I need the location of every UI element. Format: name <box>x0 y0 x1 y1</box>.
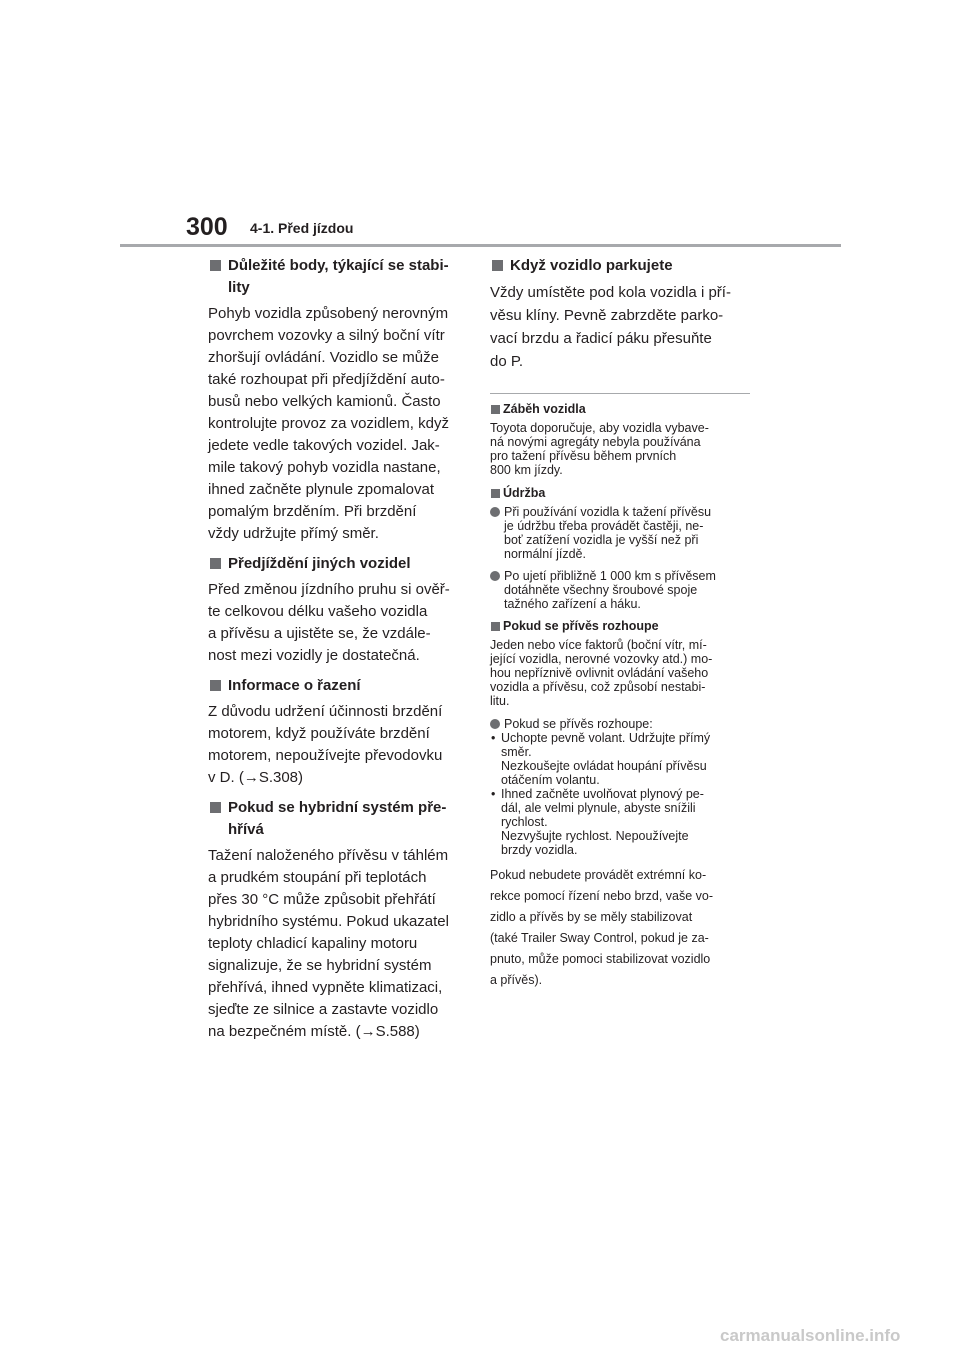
paragraph-parking: Vždy umístěte pod kola vozidla i pří- věsu klíny. Pevně zabrzděte parko- vací brzdu a řadicí páku přesuňte do P. <box>490 284 731 370</box>
square-bullet-icon <box>491 405 500 414</box>
maintenance-item-1: Při používání vozidla k tažení přívěsu je údržbu třeba provádět častěji, ne- boť zatížení vozidla je vyšší než při normální jízdě. <box>490 505 750 561</box>
right-column <box>490 255 750 991</box>
trailer-sway-item: Pokud se přívěs rozhoupe: <box>490 717 750 731</box>
paragraph-break-in: Toyota doporučuje, aby vozidla vybave- ná novými agregáty nebyla používána pro tažení přívěsu během prvních 800 km jízdy. <box>490 421 709 477</box>
notes-divider <box>490 393 750 394</box>
heading-overtaking: Předjíždění jiných vozidel <box>208 553 466 575</box>
square-bullet-icon <box>491 622 500 631</box>
paragraph-trailer-sway-closing: Pokud nebudete provádět extrémní ko- rekce pomocí řízení nebo brzd, vaše vo- zidlo a přívěs by se měly stabilizovat (také Trailer Sway Control, pokud je za- pnuto, může pomoci stabilizovat vozidlo a přívěs). <box>490 868 714 987</box>
square-bullet-icon <box>210 680 221 691</box>
heading-shifting: Informace o řazení <box>208 675 466 697</box>
heading-trailer-sway: Pokud se přívěs rozhoupe <box>490 619 750 634</box>
page-number: 300 <box>186 213 228 241</box>
heading-stability: Důležité body, týkající se stabi- lity <box>208 255 466 299</box>
page-header <box>0 0 960 250</box>
trailer-sway-bullets <box>490 731 750 857</box>
circle-bullet-icon <box>490 507 500 517</box>
paragraph-trailer-sway: Jeden nebo více faktorů (boční vítr, mí- jející vozidla, nerovné vozovky atd.) mo- hou nepříznivě ovlivnit ovládání vašeho vozidla a přívěsu, což způsobí nestabi- litu. <box>490 638 713 708</box>
maintenance-item-2: Po ujetí přibližně 1 000 km s přívěsem dotáhněte všechny šroubové spoje tažného zařízení a háku. <box>490 569 750 611</box>
paragraph-overtaking: Před změnou jízdního pruhu si ověř- te celkovou délku vašeho vozidla a přívěsu a ujistěte se, že vzdále- nost mezi vozidly je dostatečná. <box>208 581 450 664</box>
heading-overheating: Pokud se hybridní systém pře- hřívá <box>208 797 466 841</box>
heading-break-in: Záběh vozidla <box>490 402 750 417</box>
square-bullet-icon <box>491 489 500 498</box>
section-title: 4-1. Před jízdou <box>250 220 354 236</box>
paragraph-overheating: Tažení naloženého přívěsu v táhlém a prudkém stoupání při teplotách přes 30 °C může způsobit přehřátí hybridního systému. Pokud ukazatel teploty chladicí kapaliny motoru signalizuje, že se hybridní systém přehřívá, ihned vypněte klimatizaci, sjeďte ze silnice a zastavte vozidlo na bezpečném místě. (→S.588) <box>208 847 449 1040</box>
paragraph-shifting: Z důvodu udržení účinnosti brzdění motorem, když používáte brzdění motorem, nepoužívejte převodovku v D. (→S.308) <box>208 703 443 786</box>
header-rule <box>120 244 841 247</box>
left-column <box>208 255 466 1051</box>
heading-parking: Když vozidlo parkujete <box>490 255 750 277</box>
paragraph-stability: Pohyb vozidla způsobený nerovným povrchem vozovky a silný boční vítr zhoršují ovládání. Vozidlo se může také rozhoupat při předjíždění auto- busů nebo velkých kamionů. Často kontrolujte provoz za vozidlem, když jedete vedle takových vozidel. Jak- mile takový pohyb vozidla nastane, ihned začněte plynule zpomalovat pomalým brzděním. Při brzdění vždy udržujte přímý směr. <box>208 305 449 542</box>
square-bullet-icon <box>210 260 221 271</box>
heading-maintenance: Údržba <box>490 486 750 501</box>
list-item: • Uchopte pevně volant. Udržujte přímý směr. Nezkoušejte ovládat houpání přívěsu otáčením volantu. <box>490 731 750 787</box>
square-bullet-icon <box>210 802 221 813</box>
square-bullet-icon <box>210 558 221 569</box>
square-bullet-icon <box>492 260 503 271</box>
circle-bullet-icon <box>490 719 500 729</box>
watermark: carmanualsonline.info <box>720 1326 901 1345</box>
list-item: • Ihned začněte uvolňovat plynový pe- dál, ale velmi plynule, abyste snížili rychlost. Nezvyšujte rychlost. Nepoužívejte brzdy vozidla. <box>490 787 750 857</box>
circle-bullet-icon <box>490 571 500 581</box>
